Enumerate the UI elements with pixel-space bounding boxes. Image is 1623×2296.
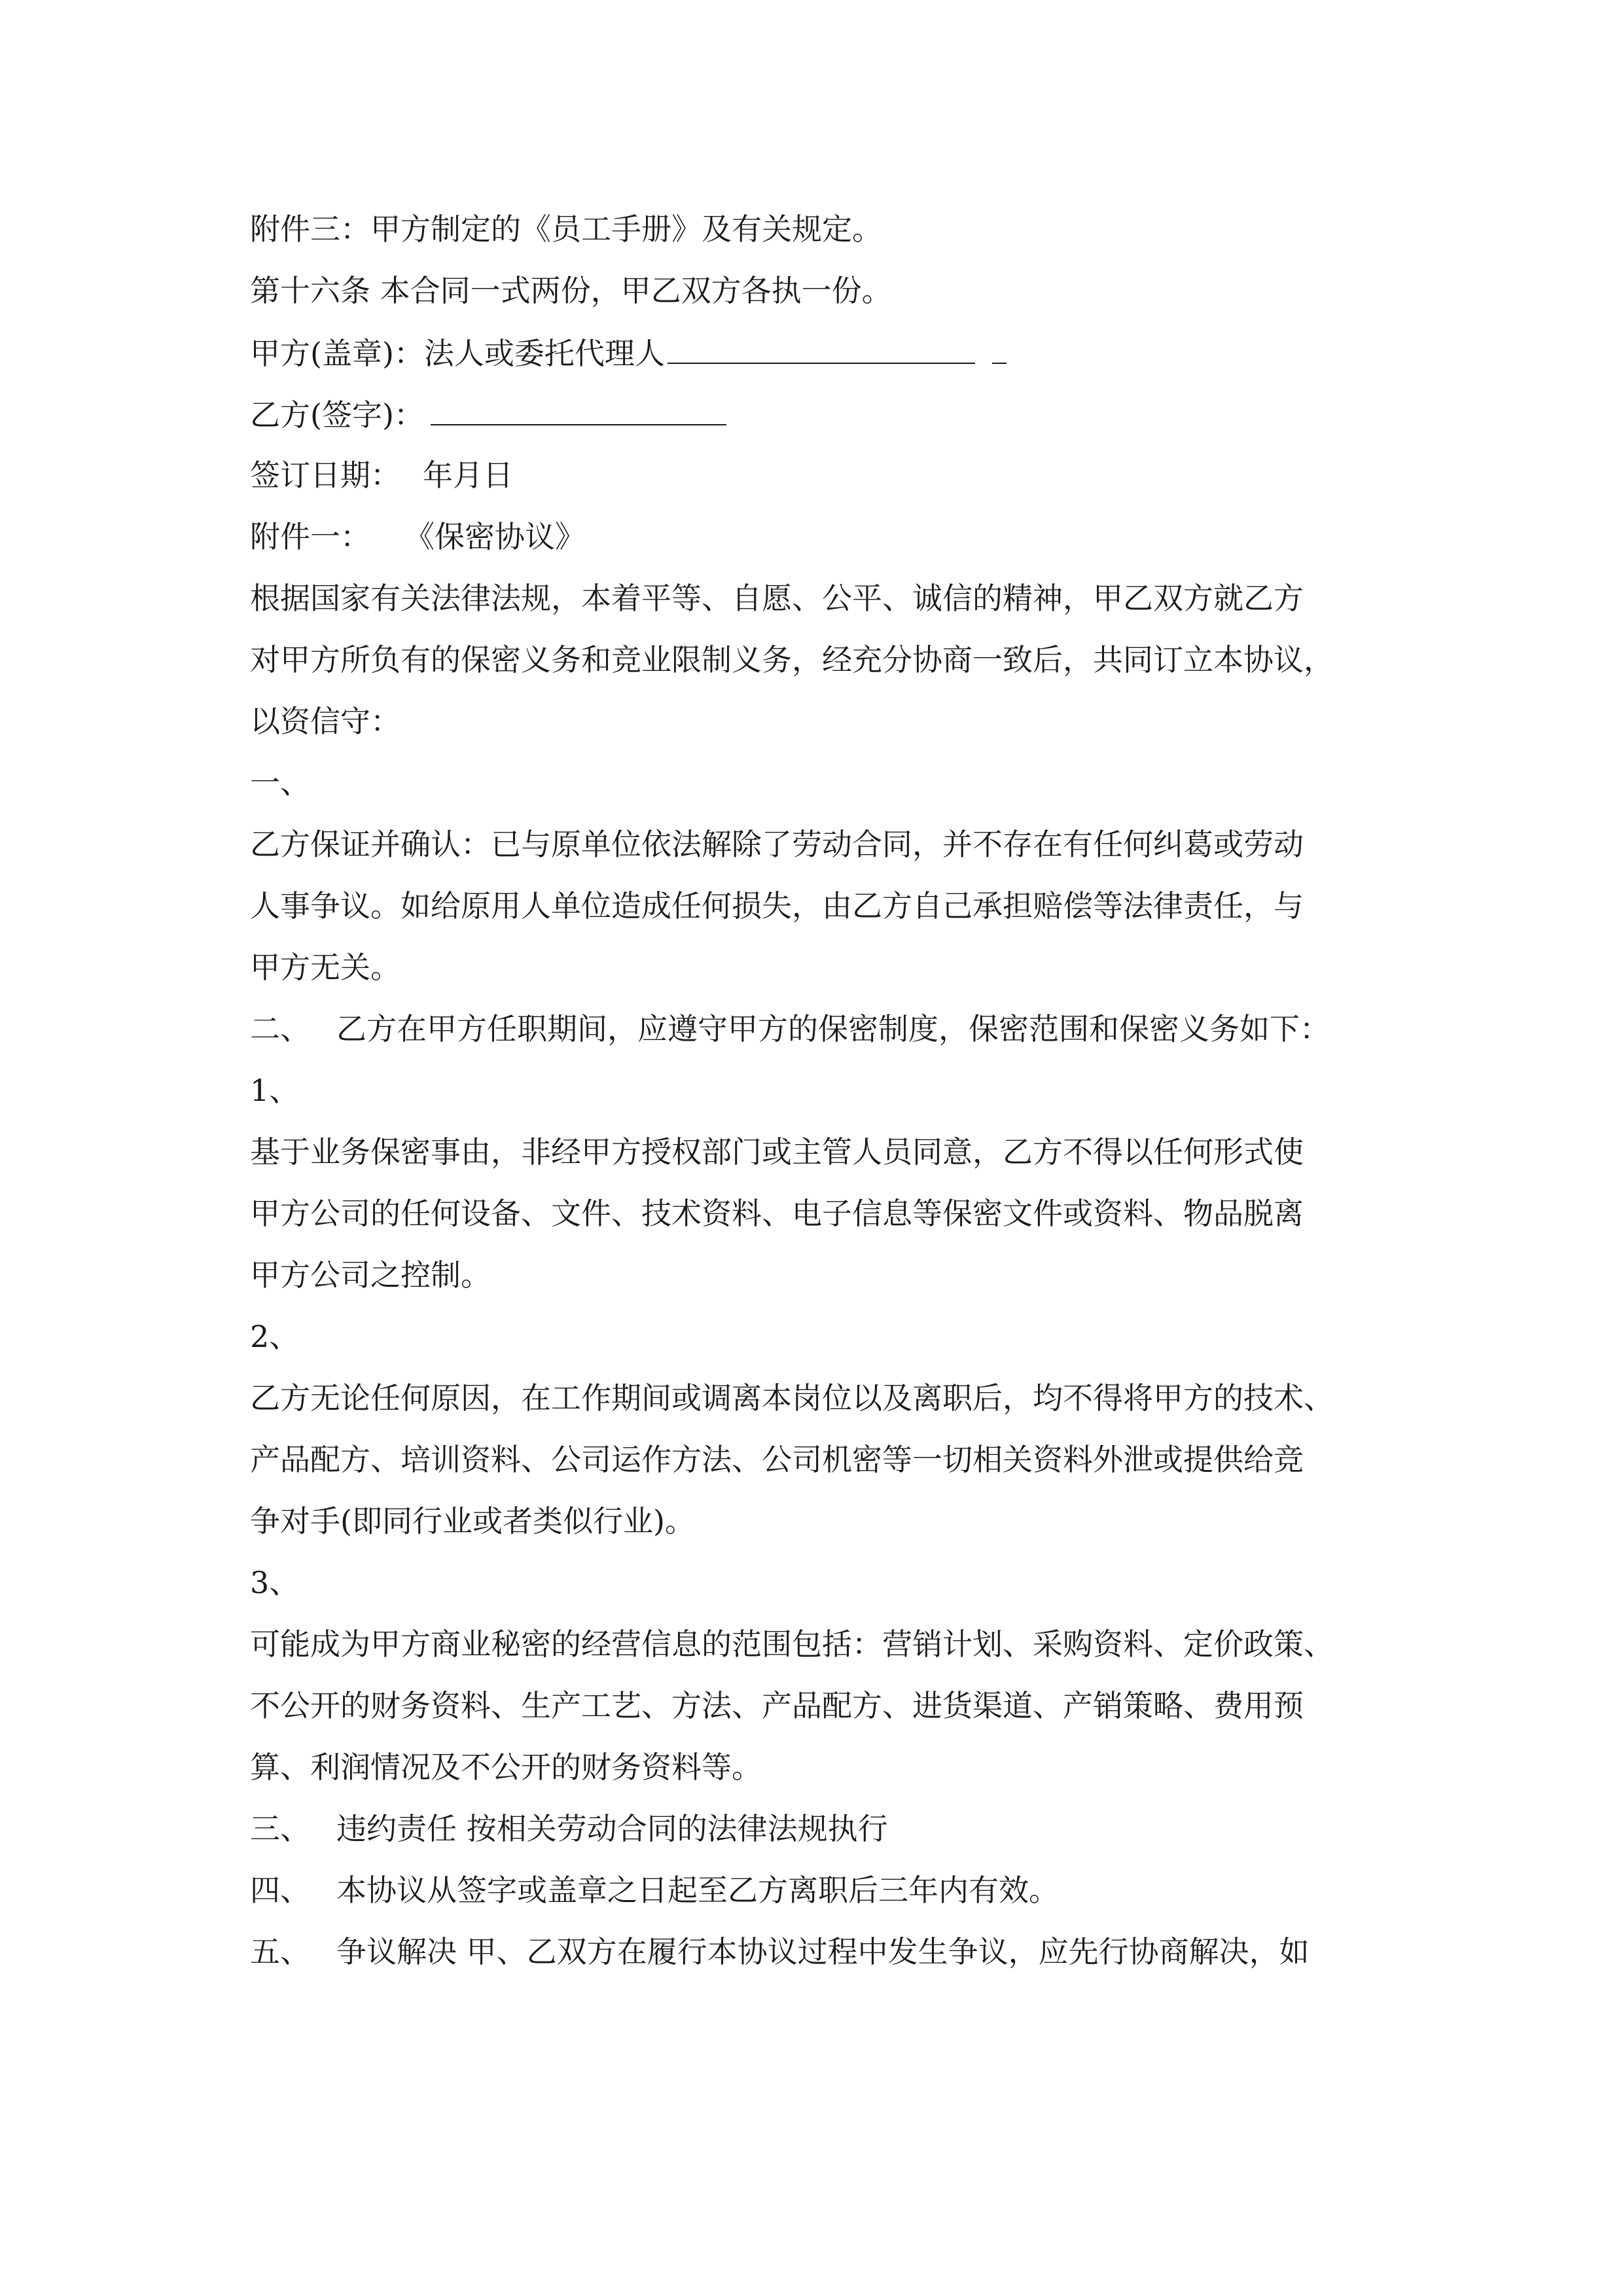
signing-date-label: 签订日期： [250,457,401,493]
article-sixteen-line [250,272,892,309]
preamble-text-1: 根据国家有关法律法规，本着平等、自愿、公平、诚信的精神，甲乙双方就乙方 [250,581,1304,616]
section-one-line-1 [250,826,1304,863]
item-three-text-2: 不公开的财务资料、生产工艺、方法、产品配方、进货渠道、产销策略、费用预 [250,1688,1304,1723]
section-three-number: 三、 [250,1811,310,1846]
item-one-line-2 [250,1195,1304,1232]
party-b-signature-line [250,395,726,433]
party-a-label: 甲方(盖章)：法人或委托代理人 [250,336,665,371]
item-one-line-1 [250,1134,1304,1170]
section-one-text-3: 甲方无关。 [250,950,401,985]
preamble-line-3 [250,703,401,740]
item-one-number: 1、 [250,1073,300,1108]
item-three-text-3: 算、利润情况及不公开的财务资料等。 [250,1749,762,1785]
attachment-three-text: 附件三：甲方制定的《员工手册》及有关规定。 [250,211,882,247]
attachment-one-title: 《保密协议》 [404,519,585,554]
section-one-number: 一、 [250,765,310,800]
section-five-line [250,1933,1310,1970]
item-two-heading [250,1318,299,1355]
item-two-line-3 [250,1503,695,1539]
attachment-three-line [250,211,882,247]
preamble-line-1 [250,580,1304,617]
preamble-text-3: 以资信守： [250,704,401,739]
item-two-text-3: 争对手(即同行业或者类似行业)。 [250,1503,695,1539]
item-one-text-3: 甲方公司之控制。 [250,1257,491,1293]
party-a-signature-blank [668,334,975,364]
item-two-line-1 [250,1380,1334,1416]
party-a-extra-blank [992,334,1007,364]
section-two-number: 二、 [250,1011,310,1047]
party-b-signature-blank [431,395,726,425]
party-b-label: 乙方(签字)： [250,397,424,433]
section-four-line [250,1872,1059,1909]
signing-date-line [250,457,513,493]
item-three-line-3 [250,1749,762,1785]
attachment-one-line [250,518,585,555]
item-one-text-2: 甲方公司的任何设备、文件、技术资料、电子信息等保密文件或资料、物品脱离 [250,1196,1304,1231]
section-one-line-3 [250,949,401,986]
item-three-text-1: 可能成为甲方商业秘密的经营信息的范围包括：营销计划、采购资料、定价政策、 [250,1626,1334,1662]
item-one-line-3 [250,1257,491,1293]
item-two-text-2: 产品配方、培训资料、公司运作方法、公司机密等一切相关资料外泄或提供给竞 [250,1442,1304,1477]
item-two-text-1: 乙方无论任何原因，在工作期间或调离本岗位以及离职后，均不得将甲方的技术、 [250,1380,1334,1416]
party-a-signature-line [250,334,1007,372]
section-one-heading [250,764,310,801]
section-two-text: 乙方在甲方任职期间，应遵守甲方的保密制度，保密范围和保密义务如下： [336,1011,1330,1047]
section-two-line [250,1011,1330,1047]
section-four-number: 四、 [250,1873,310,1908]
section-five-number: 五、 [250,1934,310,1969]
item-one-text-1: 基于业务保密事由，非经甲方授权部门或主管人员同意，乙方不得以任何形式使 [250,1134,1304,1170]
item-two-line-2 [250,1441,1304,1478]
item-three-number: 3、 [250,1565,300,1600]
item-three-line-2 [250,1687,1304,1724]
section-one-line-2 [250,888,1304,924]
item-three-heading [250,1564,299,1601]
item-three-line-1 [250,1626,1334,1662]
attachment-one-label: 附件一： [250,519,370,554]
section-one-text-1: 乙方保证并确认：已与原单位依法解除了劳动合同，并不存在有任何纠葛或劳动 [250,827,1304,862]
section-one-text-2: 人事争议。如给原用人单位造成任何损失，由乙方自己承担赔偿等法律责任，与 [250,888,1304,924]
section-four-text: 本协议从签字或盖章之日起至乙方离职后三年内有效。 [336,1873,1059,1908]
item-one-heading [250,1072,299,1109]
signing-date-value: 年月日 [423,457,513,493]
preamble-text-2: 对甲方所负有的保密义务和竞业限制义务，经充分协商一致后，共同订立本协议， [250,642,1334,677]
item-two-number: 2、 [250,1319,300,1354]
article-sixteen-text: 第十六条 本合同一式两份，甲乙双方各执一份。 [250,273,892,308]
section-three-text: 违约责任 按相关劳动合同的法律法规执行 [336,1811,888,1846]
section-five-text: 争议解决 甲、乙双方在履行本协议过程中发生争议，应先行协商解决，如 [336,1934,1310,1969]
preamble-line-2 [250,641,1334,678]
section-three-line [250,1810,888,1847]
